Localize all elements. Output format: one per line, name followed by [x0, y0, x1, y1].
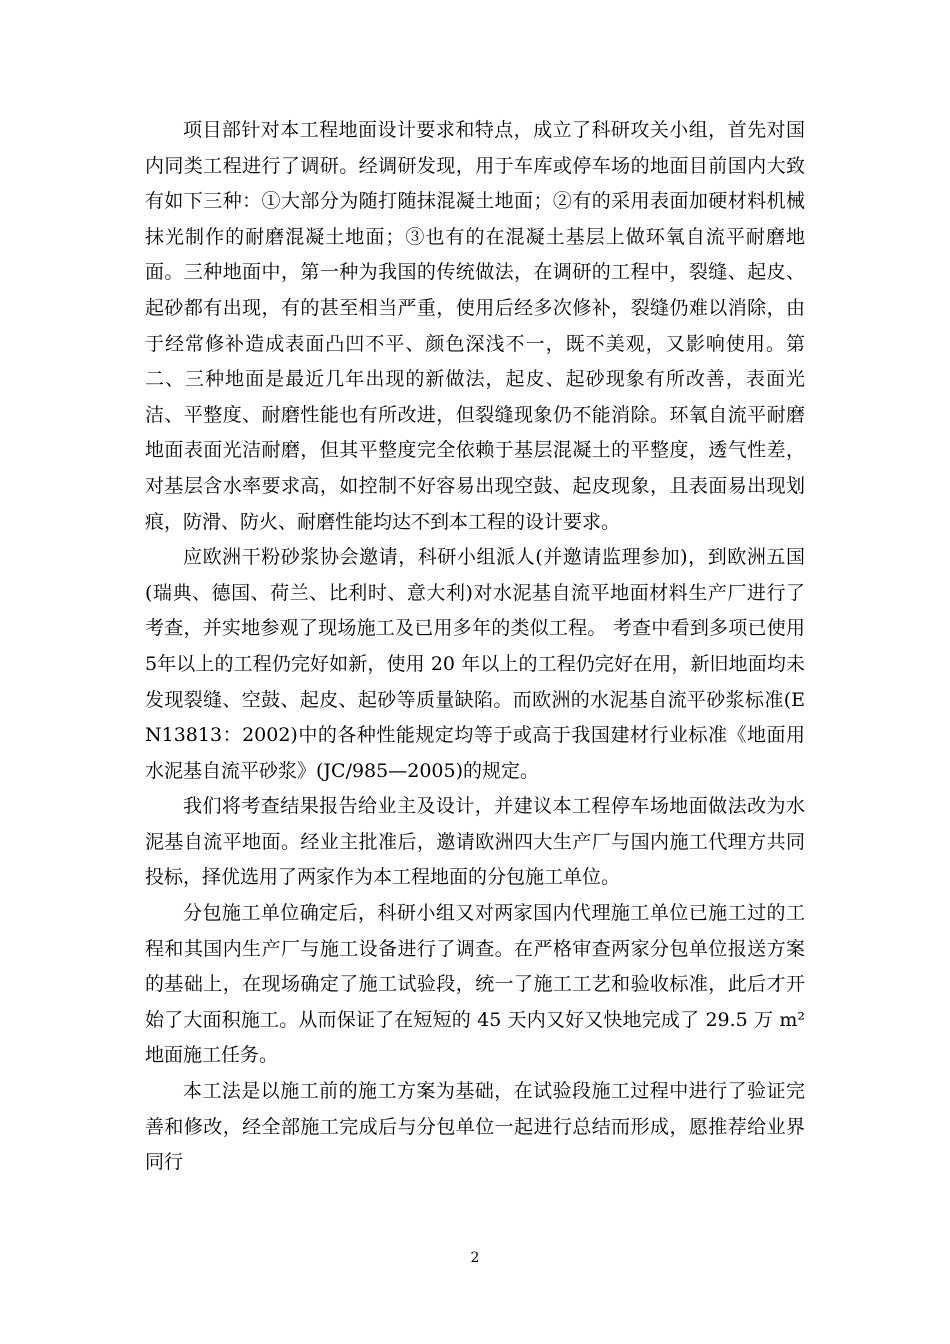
paragraph-5: 本工法是以施工前的施工方案为基础，在试验段施工过程中进行了验证完善和修改，经全部施工完成后与分包单位一起进行总结而形成，愿推荐给业界同行: [145, 1080, 805, 1174]
body-text: [145, 113, 805, 1181]
paragraph-2: 应欧洲干粉砂浆协会邀请，科研小组派人(并邀请监理参加)，到欧洲五国(瑞典、德国、荷兰、比利时、意大利)对水泥基自流平地面材料生产厂进行了考查，并实地参观了现场施工及已用多年的类似工程。 考查中看到多项已使用 5年以上的工程仍完好如新，使用 20 年以上的工程仍完好在用，新旧地面均未发现裂缝、空鼓、起皮、起砂等质量缺陷。而欧洲的水泥基自流平砂浆标准(EN13813：2002)中的各种性能规定均等于或高于我国建材行业标准《地面用水泥基自流平砂浆》(JC/985—2005)的规定。: [145, 546, 805, 782]
paragraph-1: 项目部针对本工程地面设计要求和特点，成立了科研攻关小组，首先对国内同类工程进行了调研。经调研发现，用于车库或停车场的地面目前国内大致有如下三种：①大部分为随打随抹混凝土地面；②有的采用表面加硬材料机械抹光制作的耐磨混凝土地面；③也有的在混凝土基层上做环氧自流平耐磨地面。三种地面中，第一种为我国的传统做法，在调研的工程中，裂缝、起皮、起砂都有出现，有的甚至相当严重，使用后经多次修补，裂缝仍难以消除，由于经常修补造成表面凸凹不平、颜色深浅不一，既不美观，又影响使用。第二、三种地面是最近几年出现的新做法，起皮、起砂现象有所改善，表面光洁、平整度、耐磨性能也有所改进，但裂缝现象仍不能消除。环氧自流平耐磨地面表面光洁耐磨，但其平整度完全依赖于基层混凝土的平整度，透气性差，对基层含水率要求高，如控制不好容易出现空鼓、起皮现象，且表面易出现划痕，防滑、防火、耐磨性能均达不到本工程的设计要求。: [145, 119, 805, 533]
page-number: 2: [470, 1250, 480, 1266]
paragraph-3: 我们将考查结果报告给业主及设计，并建议本工程停车场地面做法改为水泥基自流平地面。经业主批准后，邀请欧洲四大生产厂与国内施工代理方共同投标，择优选用了两家作为本工程地面的分包施工单位。: [145, 795, 805, 889]
paragraph-4: 分包施工单位确定后，科研小组又对两家国内代理施工单位已施工过的工程和其国内生产厂与施工设备进行了调查。在严格审查两家分包单位报送方案的基础上，在现场确定了施工试验段，统一了施工工艺和验收标准，此后才开始了大面积施工。从而保证了在短短的 45 天内又好又快地完成了 29.5 万 m²地面施工任务。: [145, 902, 805, 1067]
